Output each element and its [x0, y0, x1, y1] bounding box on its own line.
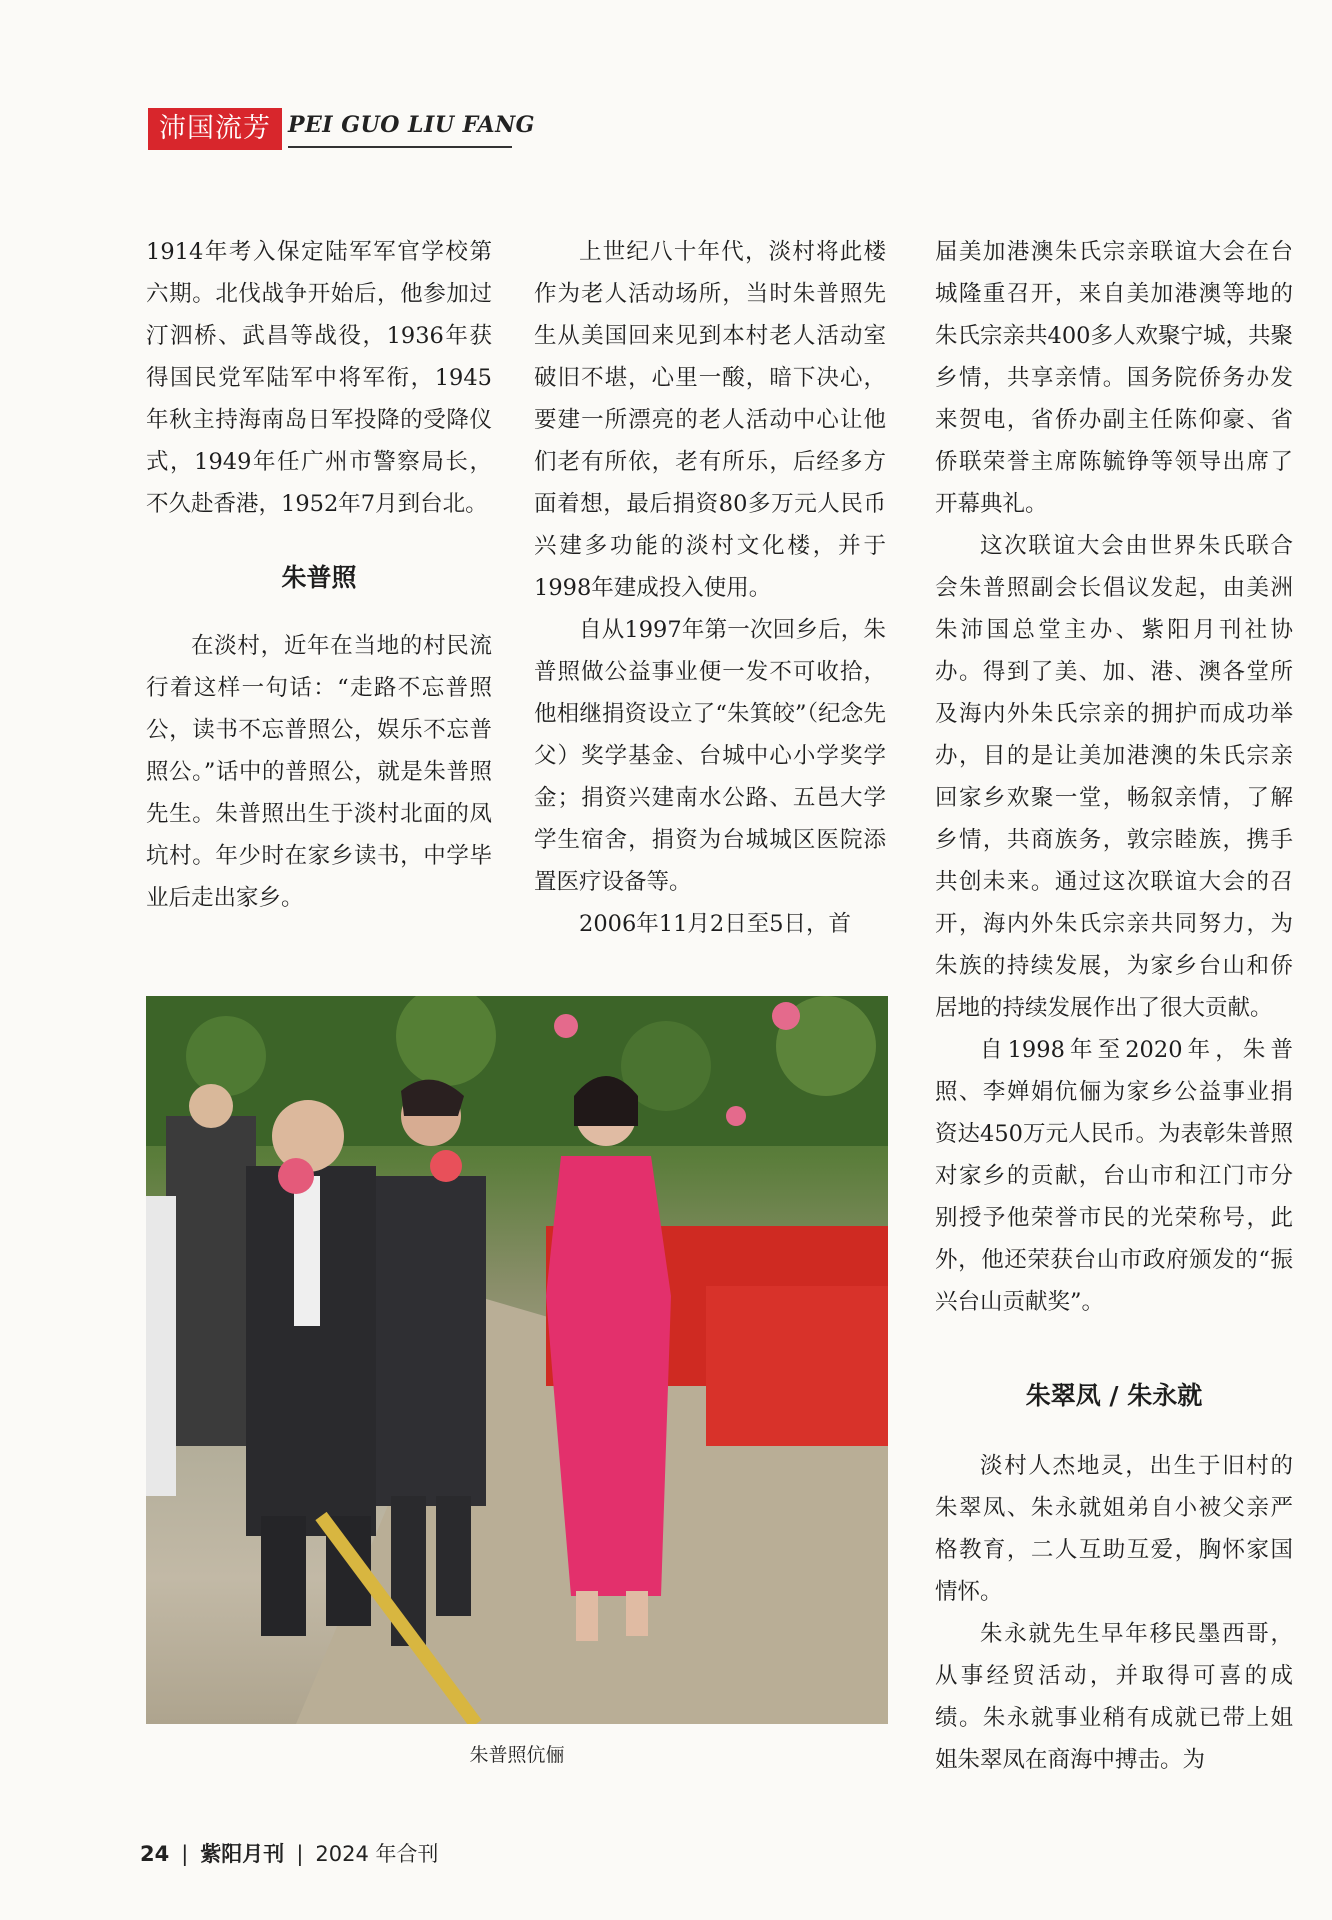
paragraph: 自1998年至2020年，朱普照、李婵娟伉俪为家乡公益事业捐资达450万元人民币。为表彰朱普照对家乡的贡献，台山市和江门市分别授予他荣誉市民的光荣称号，此外，他还荣获台山市政府颁发的“振兴台山贡献奖”。: [935, 1037, 1293, 1315]
column-2: [534, 231, 886, 945]
paragraph: 在淡村，近年在当地的村民流行着这样一句话：“走路不忘普照公，读书不忘普照公，娱乐不忘普照公。”话中的普照公，就是朱普照先生。朱普照出生于淡村北面的凤坑村。年少时在家乡读书，中学毕业后走出家乡。: [146, 633, 492, 911]
article-photo: [146, 996, 888, 1724]
magazine-name: 紫阳月刊: [200, 1842, 285, 1866]
header-rule: [288, 146, 512, 148]
paragraph: 这次联谊大会由世界朱氏联合会朱普照副会长倡议发起，由美洲朱沛国总堂主办、紫阳月刊社协办。得到了美、加、港、澳各堂所及海内外朱氏宗亲的拥护而成功举办，目的是让美加港澳的朱氏宗亲回家乡欢聚一堂，畅叙亲情，了解乡情，共商族务，敦宗睦族，携手共创未来。通过这次联谊大会的召开，海内外朱氏宗亲共同努力，为朱族的持续发展，为家乡台山和侨居地的持续发展作出了很大贡献。: [935, 533, 1293, 1021]
issue-label: 2024 年合刊: [315, 1842, 439, 1866]
section-header: [148, 108, 535, 150]
paragraph: 2006年11月2日至5日，首: [579, 911, 852, 937]
paragraph: 朱永就先生早年移民墨西哥，从事经贸活动，并取得可喜的成绩。朱永就事业稍有成就已带上姐姐朱翠凤在商海中搏击。为: [935, 1621, 1293, 1773]
paragraph: 上世纪八十年代，淡村将此楼作为老人活动场所，当时朱普照先生从美国回来见到本村老人活动室破旧不堪，心里一酸，暗下决心，要建一所漂亮的老人活动中心让他们老有所依，老有所乐，后经多方面着想，最后捐资80多万元人民币兴建多功能的淡村文化楼，并于1998年建成投入使用。: [534, 239, 886, 601]
paragraph: 届美加港澳朱氏宗亲联谊大会在台城隆重召开，来自美加港澳等地的朱氏宗亲共400多人欢聚宁城，共聚乡情，共享亲情。国务院侨务办发来贺电，省侨办副主任陈仰豪、省侨联荣誉主席陈毓铮等领导出席了开幕典礼。: [935, 239, 1293, 517]
paragraph: 淡村人杰地灵，出生于旧村的朱翠凤、朱永就姐弟自小被父亲严格教育，二人互助互爱，胸怀家国情怀。: [935, 1453, 1293, 1605]
section-title-cn: 沛国流芳: [148, 108, 282, 150]
column-3: [935, 231, 1293, 1781]
section-heading: 朱翠凤 / 朱永就: [1025, 1381, 1203, 1410]
paragraph: 1914年考入保定陆军军官学校第六期。北伐战争开始后，他参加过汀泗桥、武昌等战役，1936年获得国民党军陆军中将军衔，1945年秋主持海南岛日军投降的受降仪式，1949年任广州市警察局长，不久赴香港，1952年7月到台北。: [146, 239, 492, 517]
footer-separator: |: [296, 1842, 304, 1866]
paragraph: 自从1997年第一次回乡后，朱普照做公益事业便一发不可收拾，他相继捐资设立了“朱箕皎”（纪念先父）奖学基金、台城中心小学奖学金；捐资兴建南水公路、五邑大学学生宿舍，捐资为台城城区医院添置医疗设备等。: [534, 617, 886, 895]
page-number: 24: [140, 1842, 170, 1866]
footer-separator: |: [181, 1842, 189, 1866]
page-footer: [140, 1838, 439, 1868]
section-heading: 朱普照: [281, 563, 357, 592]
column-1: [146, 231, 492, 919]
section-title-en: PEI GUO LIU FANG: [288, 112, 535, 138]
photo-illustration: [146, 996, 888, 1724]
photo-caption: 朱普照伉俪: [469, 1744, 565, 1766]
